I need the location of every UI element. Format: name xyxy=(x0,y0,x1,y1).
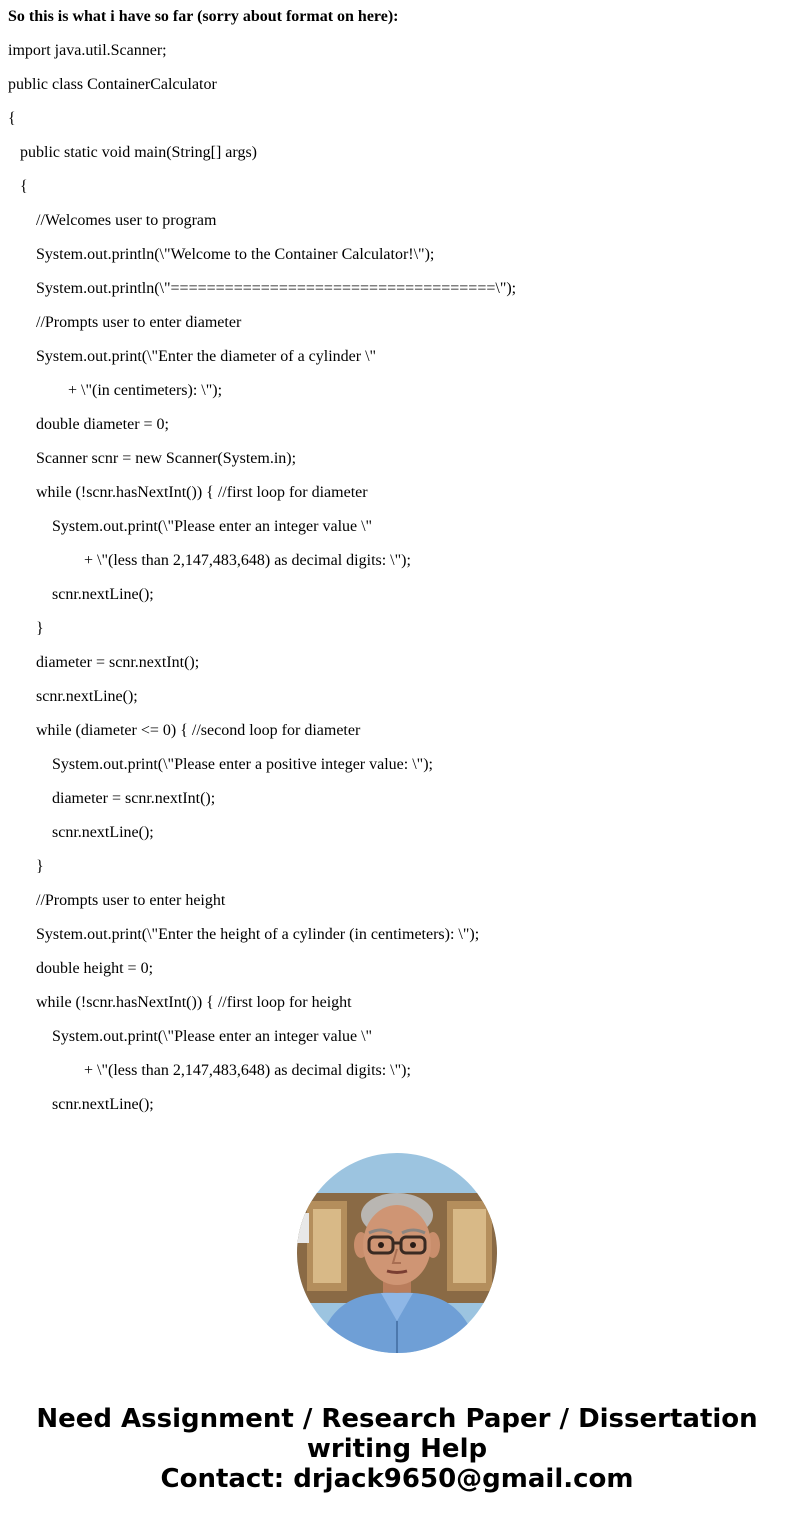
code-line: System.out.print(\"Enter the height of a cylinder (in centimeters): \"); xyxy=(36,926,480,943)
code-line: System.out.print(\"Please enter an integer value \" xyxy=(52,518,373,535)
code-line: System.out.print(\"Enter the diameter of a cylinder \" xyxy=(36,348,377,365)
banner-line-1: Need Assignment / Research Paper / Dissertation xyxy=(36,1404,758,1434)
code-line: while (diameter <= 0) { //second loop for diameter xyxy=(36,722,361,739)
code-line: diameter = scnr.nextInt(); xyxy=(52,790,216,807)
code-line: diameter = scnr.nextInt(); xyxy=(36,654,200,671)
code-line: + \"(less than 2,147,483,648) as decimal digits: \"); xyxy=(84,1062,411,1079)
banner-line-2: writing Help xyxy=(306,1434,488,1464)
code-line: + \"(in centimeters): \"); xyxy=(68,382,223,399)
contact-banner xyxy=(0,1404,794,1494)
code-line: System.out.println(\"Welcome to the Container Calculator!\"); xyxy=(36,246,435,263)
code-line: while (!scnr.hasNextInt()) { //first loop for diameter xyxy=(36,484,368,501)
code-line: public class ContainerCalculator xyxy=(8,76,217,93)
code-line: System.out.println(\"====================================\"); xyxy=(36,280,517,297)
code-line: scnr.nextLine(); xyxy=(36,688,138,705)
code-line: System.out.print(\"Please enter an integer value \" xyxy=(52,1028,373,1045)
code-line: scnr.nextLine(); xyxy=(52,824,154,841)
code-line: scnr.nextLine(); xyxy=(52,586,154,603)
code-line: //Welcomes user to program xyxy=(36,212,217,229)
code-line: { xyxy=(8,110,16,127)
code-line: + \"(less than 2,147,483,648) as decimal digits: \"); xyxy=(84,552,411,569)
code-line: while (!scnr.hasNextInt()) { //first loop for height xyxy=(36,994,352,1011)
intro-text: So this is what i have so far (sorry about format on here): xyxy=(8,8,399,25)
code-line: } xyxy=(36,858,44,875)
code-line: //Prompts user to enter height xyxy=(36,892,226,909)
code-line: import java.util.Scanner; xyxy=(8,42,167,59)
author-avatar xyxy=(297,1153,497,1353)
code-line: //Prompts user to enter diameter xyxy=(36,314,242,331)
portrait-image xyxy=(297,1153,497,1353)
code-line: Scanner scnr = new Scanner(System.in); xyxy=(36,450,297,467)
code-line: public static void main(String[] args) xyxy=(20,144,257,161)
code-line: { xyxy=(20,178,28,195)
code-line: System.out.print(\"Please enter a positive integer value: \"); xyxy=(52,756,433,773)
code-line: } xyxy=(36,620,44,637)
code-line: scnr.nextLine(); xyxy=(52,1096,154,1113)
banner-contact-line: Contact: drjack9650@gmail.com xyxy=(160,1464,634,1494)
code-line: double height = 0; xyxy=(36,960,154,977)
code-line: double diameter = 0; xyxy=(36,416,169,433)
